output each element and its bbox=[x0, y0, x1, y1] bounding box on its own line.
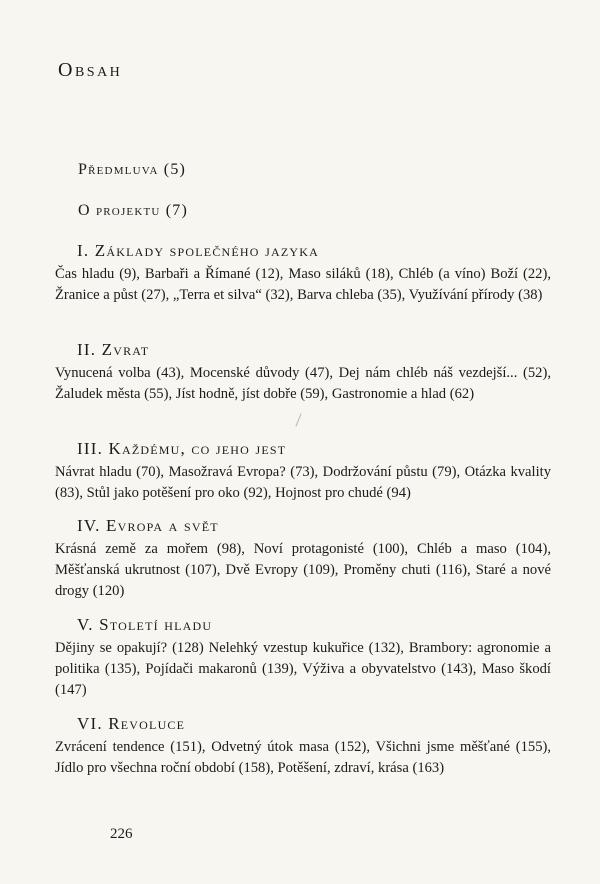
section-heading: VI. Revoluce bbox=[77, 714, 186, 733]
section-entries: Zvrácení tendence (151), Odvetný útok masa (152), Všichni jsme měšťané (155), Jídlo pro všechna roční období (158), Potěšení, zdraví, krása (163) bbox=[55, 739, 551, 776]
section-heading: IV. Evropa a svět bbox=[77, 516, 219, 535]
toc-section-2 bbox=[55, 339, 551, 405]
section-entries: Krásná země za mořem (98), Noví protagonisté (100), Chléb a maso (104), Měšťanská ukrutnost (107), Dvě Evropy (109), Proměny chuti (116), Staré a nové drogy (120) bbox=[55, 541, 551, 599]
toc-section-6 bbox=[55, 713, 551, 779]
section-heading: I. Základy společného jazyka bbox=[77, 241, 319, 260]
toc-section-4 bbox=[55, 515, 551, 602]
front-entry-project: O projektu (7) bbox=[78, 202, 189, 219]
toc-section-3 bbox=[55, 438, 551, 504]
section-entries: Dějiny se opakují? (128) Nelehký vzestup kukuřice (132), Brambory: agronomie a politika (135), Pojídači makaronů (139), Výživa a obyvatelstvo (143), Maso škodí (147) bbox=[55, 640, 551, 698]
section-entries: Vynucená volba (43), Mocenské důvody (47), Dej nám chléb náš vezdejší... (52), Žaludek města (55), Jíst hodně, jíst dobře (59), Gastronomie a hlad (62) bbox=[55, 365, 551, 402]
front-entry-preface: Předmluva (5) bbox=[78, 161, 187, 178]
toc-section-1 bbox=[55, 240, 551, 306]
section-entries: Návrat hladu (70), Masožravá Evropa? (73), Dodržování půstu (79), Otázka kvality (83), Stůl jako potěšení pro oko (92), Hojnost pro chudé (94) bbox=[55, 464, 551, 501]
toc-section-5 bbox=[55, 614, 551, 701]
section-heading: III. Každému, co jeho jest bbox=[77, 439, 287, 458]
section-entries: Čas hladu (9), Barbaři a Římané (12), Maso siláků (18), Chléb (a víno) Boží (22), Žranice a půst (27), „Terra et silva“ (32), Barva chleba (35), Využívání přírody (38) bbox=[55, 266, 551, 303]
section-heading: V. Století hladu bbox=[77, 615, 213, 634]
section-heading: II. Zvrat bbox=[77, 340, 150, 359]
page-title: Obsah bbox=[58, 59, 123, 81]
stray-pencil-mark bbox=[295, 413, 301, 426]
page-number: 226 bbox=[110, 826, 133, 842]
